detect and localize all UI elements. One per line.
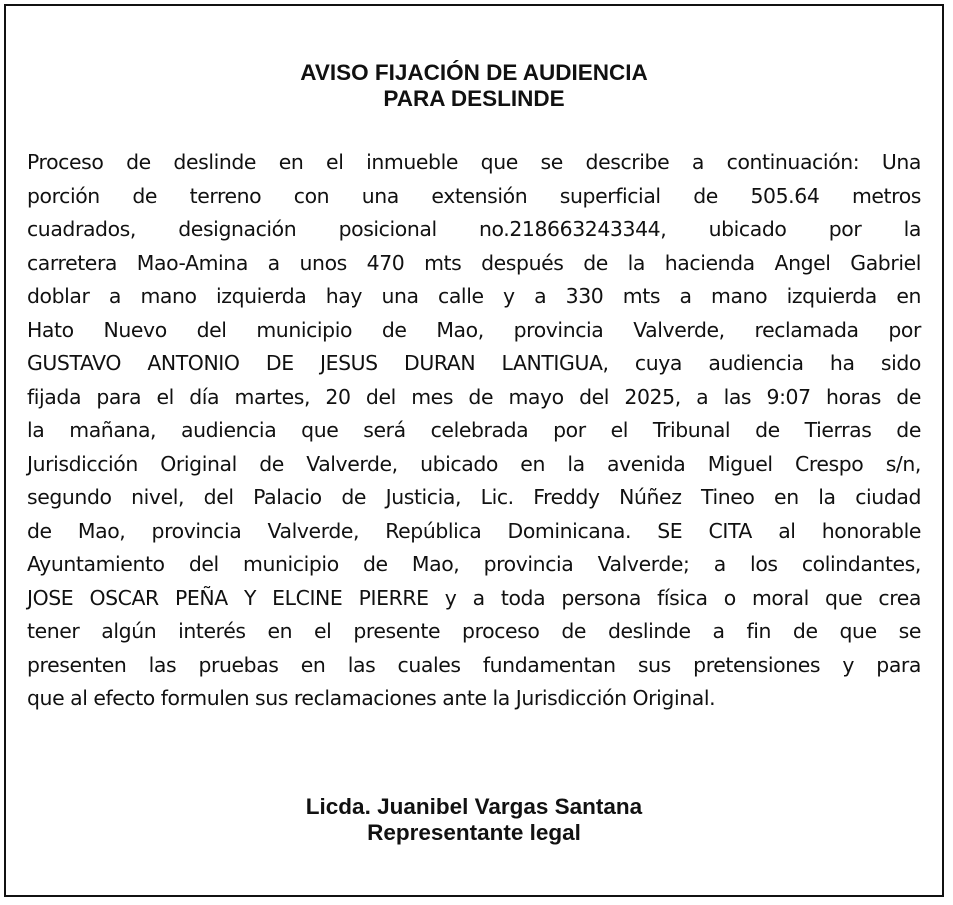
body-line: Ayuntamiento del municipio de Mao, provincia Valverde; a los colindantes,	[27, 552, 921, 576]
body-line: la mañana, audiencia que será celebrada por el Tribunal de Tierras de	[27, 418, 921, 442]
body-line: carretera Mao-Amina a unos 470 mts después de la hacienda Angel Gabriel	[27, 250, 921, 275]
body-line: tener algún interés en el presente proceso de deslinde a fin de que se	[27, 619, 921, 643]
body-line: que al efecto formulen sus reclamaciones ante la Jurisdicción Original.	[27, 686, 716, 710]
body-line: JOSE OSCAR PEÑA Y ELCINE PIERRE y a toda persona física o moral que crea	[27, 585, 921, 610]
body-line: cuadrados, designación posicional no.218663243344, ubicado por la	[27, 217, 921, 241]
notice-body	[27, 146, 921, 716]
title-line-1: AVISO FIJACIÓN DE AUDIENCIA	[300, 60, 648, 85]
notice-frame	[4, 4, 944, 897]
body-line: fijada para el día martes, 20 del mes de mayo del 2025, a las 9:07 horas de	[27, 384, 921, 409]
body-line: Proceso de deslinde en el inmueble que se describe a continuación: Una	[27, 150, 921, 174]
body-line: de Mao, provincia Valverde, República Dominicana. SE CITA al honorable	[27, 518, 921, 543]
body-line: doblar a mano izquierda hay una calle y a 330 mts a mano izquierda en	[27, 284, 921, 308]
body-line: Jurisdicción Original de Valverde, ubicado en la avenida Miguel Crespo s/n,	[27, 451, 921, 476]
body-line: GUSTAVO ANTONIO DE JESUS DURAN LANTIGUA, cuya audiencia ha sido	[27, 351, 921, 375]
signature-block	[6, 794, 942, 846]
notice-title	[6, 60, 942, 112]
body-line: Hato Nuevo del municipio de Mao, provincia Valverde, reclamada por	[27, 317, 921, 342]
signature-name: Licda. Juanibel Vargas Santana	[305, 794, 643, 819]
title-line-2: PARA DESLINDE	[383, 86, 565, 111]
signature-role: Representante legal	[367, 820, 581, 845]
body-line: porción de terreno con una extensión superficial de 505.64 metros	[27, 183, 921, 208]
body-line: segundo nivel, del Palacio de Justicia, Lic. Freddy Núñez Tineo en la ciudad	[27, 485, 921, 509]
body-line: presenten las pruebas en las cuales fundamentan sus pretensiones y para	[27, 652, 921, 677]
